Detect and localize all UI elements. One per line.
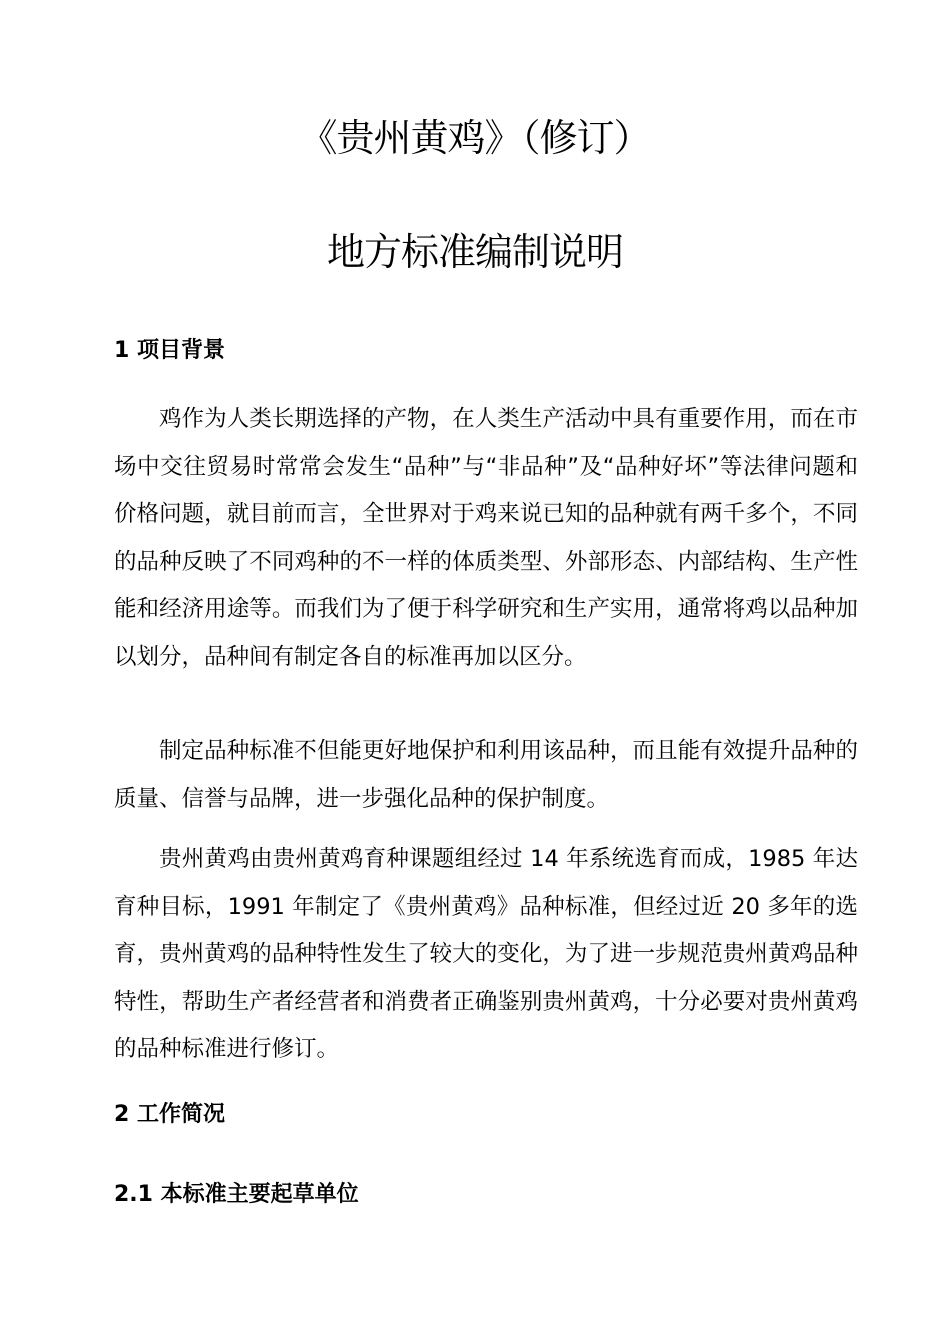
document-subtitle: 地方标准编制说明 — [326, 230, 623, 274]
paragraph-background-2: 制定品种标准不但能更好地保护和利用该品种，而且能有效提升品种的质量、信誉与品牌，进一步强化品种的保护制度。 — [114, 738, 858, 812]
section-heading-background: 1 项目背景 — [114, 338, 225, 363]
document-title: 《贵州黄鸡》（修订） — [299, 116, 651, 160]
paragraph-background-1: 鸡作为人类长期选择的产物，在人类生产活动中具有重要作用，而在市场中交往贸易时常常会发生“品种”与“非品种”及“品种好坏”等法律问题和价格问题，就目前而言，全世界对于鸡来说已知的品种就有两千多个，不同的品种反映了不同鸡种的不一样的体质类型、外部形态、内部结构、生产性能和经济用途等。而我们为了便于科学研究和生产实用，通常将鸡以品种加以划分，品种间有制定各自的标准再加以区分。 — [114, 406, 858, 670]
subsection-heading-drafting-unit: 2.1 本标准主要起草单位 — [114, 1182, 359, 1207]
section-heading-work-overview: 2 工作简况 — [114, 1102, 225, 1127]
paragraph-background-3: 贵州黄鸡由贵州黄鸡育种课题组经过 14 年系统选育而成，1985 年达育种目标，1991 年制定了《贵州黄鸡》品种标准，但经过近 20 多年的选育，贵州黄鸡的品种特性发生了较大的变化，为了进一步规范贵州黄鸡品种特性，帮助生产者经营者和消费者正确鉴别贵州黄鸡，十分必要对贵州黄鸡的品种标准进行修订。 — [114, 846, 858, 1062]
